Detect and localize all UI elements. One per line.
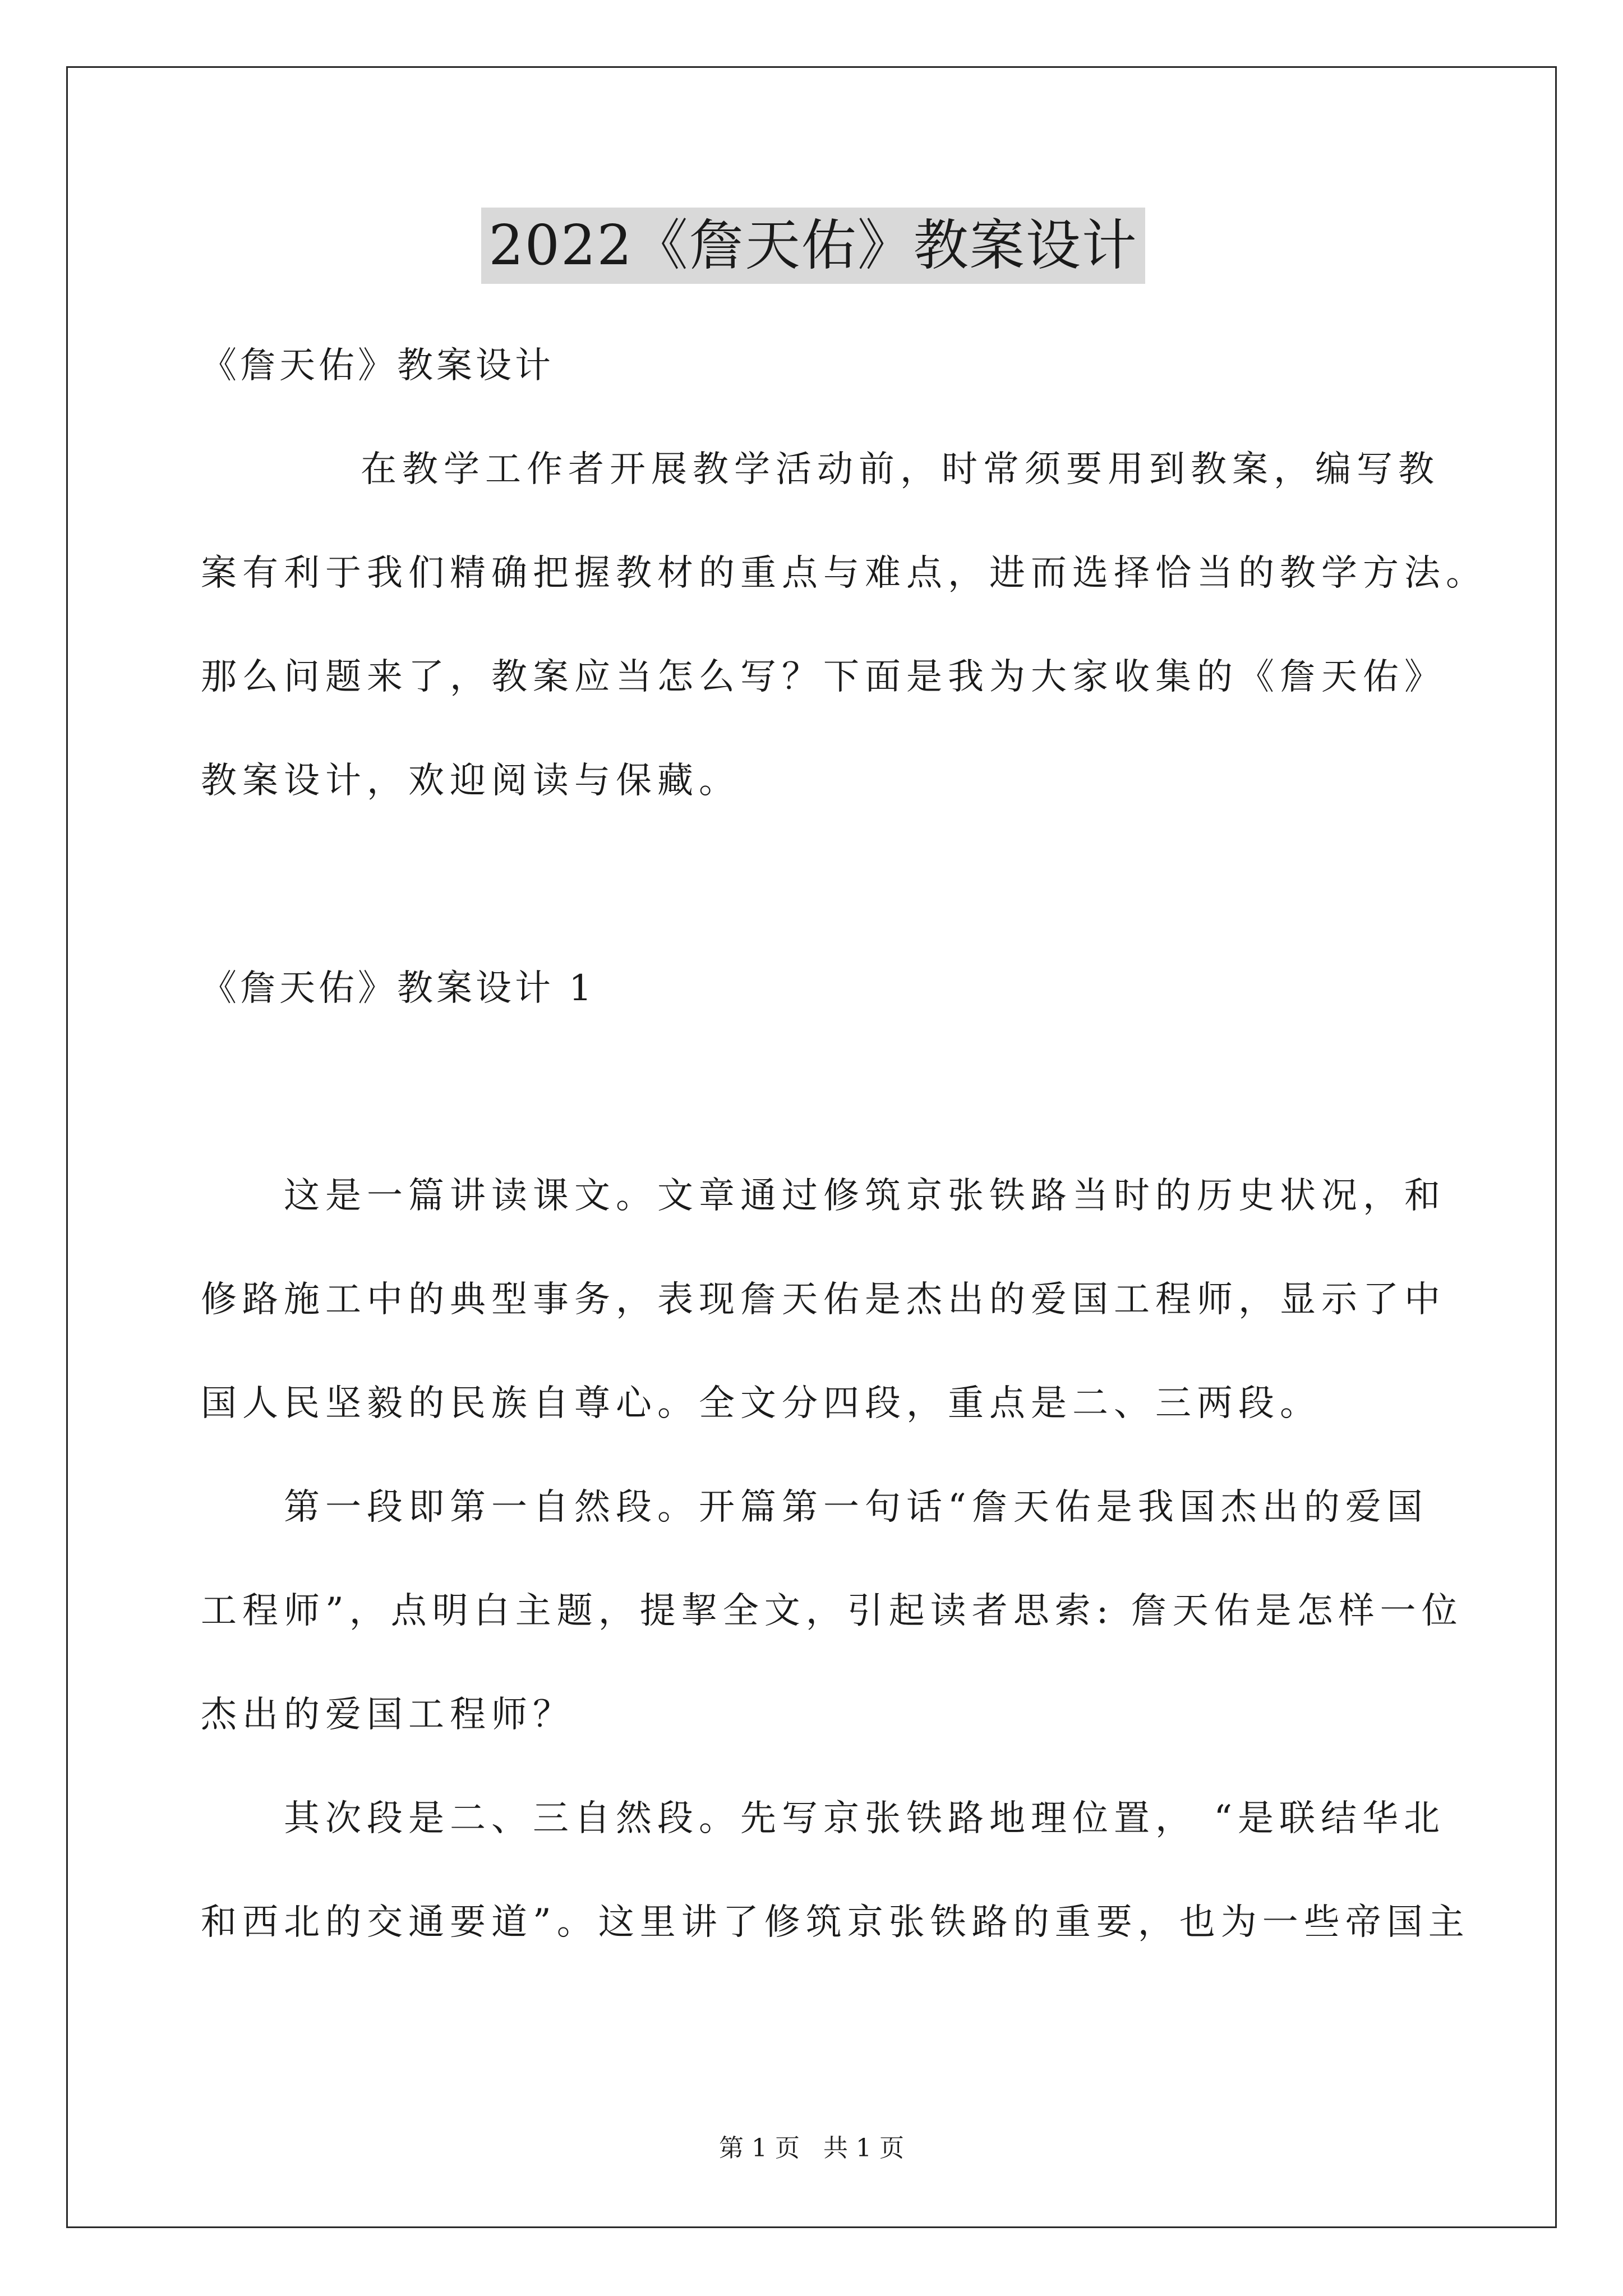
paragraph-line: 国人民坚毅的民族自尊心。全文分四段，重点是二、三两段。: [201, 1383, 1321, 1424]
page-footer: [0, 2132, 1623, 2165]
document-title: 2022《詹天佑》教案设计: [481, 208, 1145, 284]
paragraph-line: 第一段即第一自然段。开篇第一句话“詹天佑是我国杰出的爱国: [284, 1487, 1428, 1528]
paragraph-line: 这是一篇讲读课文。文章通过修筑京张铁路当时的历史状况，和: [284, 1175, 1446, 1217]
spacer: [201, 1041, 1423, 1144]
page-number-total: 共 1 页: [823, 2134, 904, 2162]
paragraph-line: 和西北的交通要道”。这里讲了修筑京张铁路的重要，也为一些帝国主: [201, 1902, 1470, 1943]
intro-line: 在教学工作者开展教学活动前，时常须要用到教案，编写教: [361, 449, 1440, 490]
intro-line: 教案设计，欢迎阅读与保藏。: [201, 760, 740, 802]
paragraph-line: 其次段是二、三自然段。先写京张铁路地理位置， “是联结华北: [284, 1798, 1446, 1839]
spacer: [201, 833, 1423, 937]
page-number-current: 第 1 页: [719, 2134, 800, 2162]
document-subtitle: 《詹天佑》教案设计: [201, 345, 554, 386]
intro-line: 案有利于我们精确把握教材的重点与难点，进而选择恰当的教学方法。: [201, 553, 1487, 594]
paragraph-line: 修路施工中的典型事务，表现詹天佑是杰出的爱国工程师，显示了中: [201, 1279, 1446, 1320]
section-heading: 《詹天佑》教案设计 1: [201, 968, 596, 1009]
paragraph-line: 工程师”，点明白主题，提挈全文，引起读者思索: 詹天佑是怎样一位: [201, 1590, 1463, 1632]
document-body: [201, 314, 1487, 1975]
paragraph-line: 杰出的爱国工程师？: [201, 1694, 574, 1736]
intro-line: 那么问题来了，教案应当怎么写？下面是我为大家收集的《詹天佑》: [201, 656, 1446, 698]
